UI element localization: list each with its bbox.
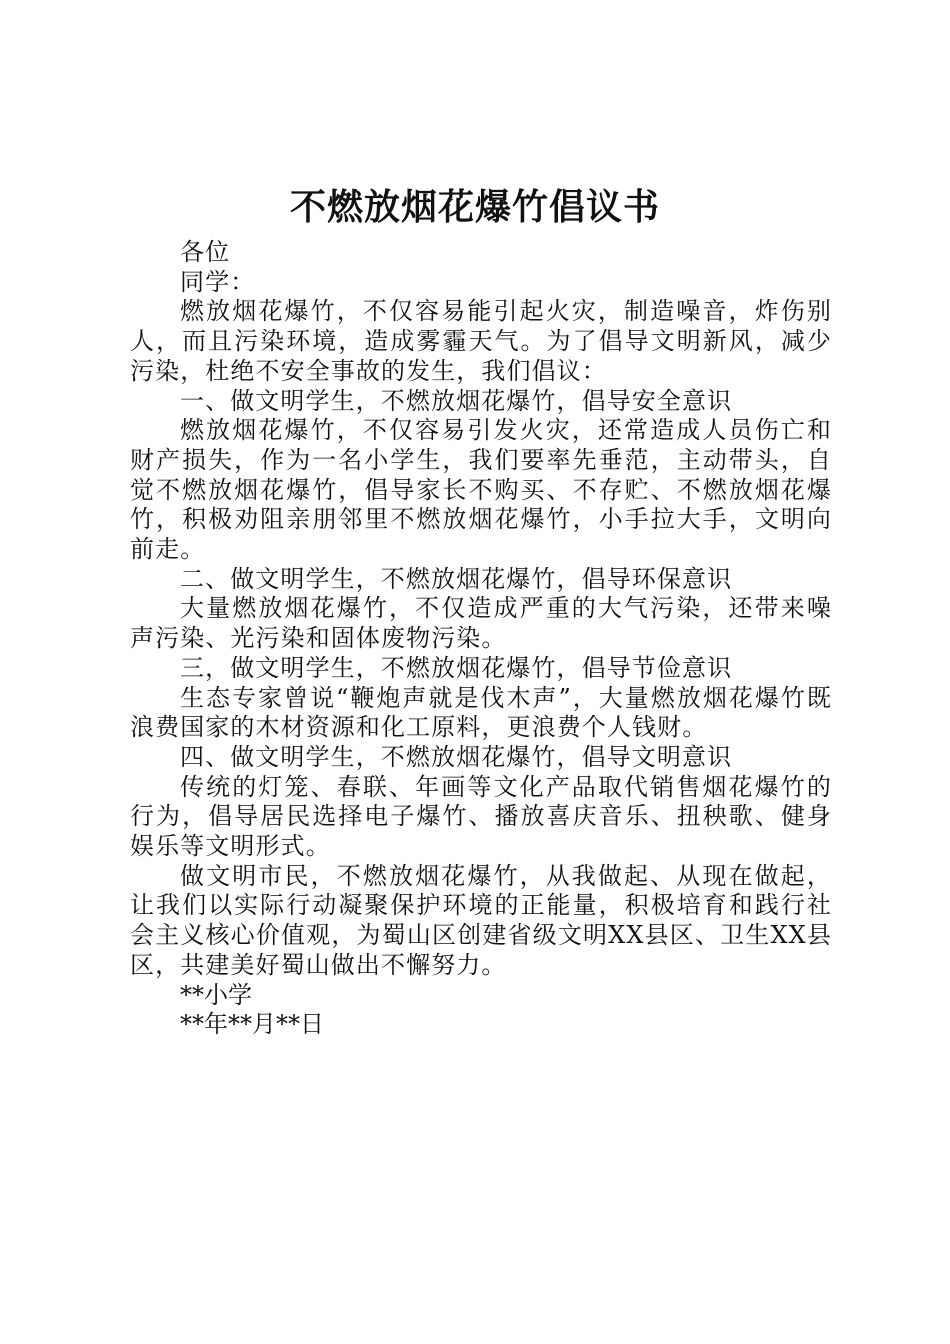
signature-date: **年**月**日 bbox=[180, 1010, 324, 1039]
section-heading-2: 二、做文明学生，不燃放烟花爆竹，倡导环保意识 bbox=[180, 564, 733, 593]
paragraph-intro: 燃放烟花爆竹，不仅容易能引起火灾，制造噪音，炸伤别人，而且污染环境，造成雾霾天气。为了倡导文明新风，减少污染，杜绝不安全事故的发生，我们倡议： bbox=[130, 297, 832, 385]
paragraph-section-4: 传统的灯笼、春联、年画等文化产品取代销售烟花爆竹的行为，倡导居民选择电子爆竹、播放喜庆音乐、扭秧歌、健身娱乐等文明形式。 bbox=[130, 772, 832, 861]
section-heading-3: 三，做文明学生，不燃放烟花爆竹，倡导节俭意识 bbox=[180, 653, 733, 682]
paragraph-conclusion: 做文明市民，不燃放烟花爆竹，从我做起、从现在做起，让我们以实际行动凝聚保护环境的正能量，积极培育和践行社会主义核心价值观，为蜀山区创建省级文明XX县区、卫生XX县区，共建美好蜀山做出不懈努力。 bbox=[130, 861, 832, 979]
document-body bbox=[130, 238, 832, 1040]
paragraph-section-3: 生态专家曾说“鞭炮声就是伐木声”，大量燃放烟花爆竹既浪费国家的木材资源和化工原料，更浪费个人钱财。 bbox=[130, 683, 832, 742]
document-title: 不燃放烟花爆竹倡议书 bbox=[289, 187, 660, 228]
paragraph-section-1: 燃放烟花爆竹，不仅容易引发火灾，还常造成人员伤亡和财产损失，作为一名小学生，我们要率先垂范，主动带头，自觉不燃放烟花爆竹，倡导家长不购买、不存贮、不燃放烟花爆竹，积极劝阻亲朋邻里不燃放烟花爆竹，小手拉大手，文明向前走。 bbox=[130, 416, 832, 564]
section-heading-1: 一、做文明学生，不燃放烟花爆竹，倡导安全意识 bbox=[180, 386, 733, 415]
paragraph-section-2: 大量燃放烟花爆竹，不仅造成严重的大气污染，还带来噪声污染、光污染和固体废物污染。 bbox=[130, 594, 832, 653]
signature-school: **小学 bbox=[180, 980, 252, 1009]
salutation-line-1: 各位 bbox=[180, 238, 231, 266]
section-heading-4: 四、做文明学生，不燃放烟花爆竹，倡导文明意识 bbox=[180, 742, 733, 771]
salutation-line-2: 同学： bbox=[180, 267, 256, 296]
